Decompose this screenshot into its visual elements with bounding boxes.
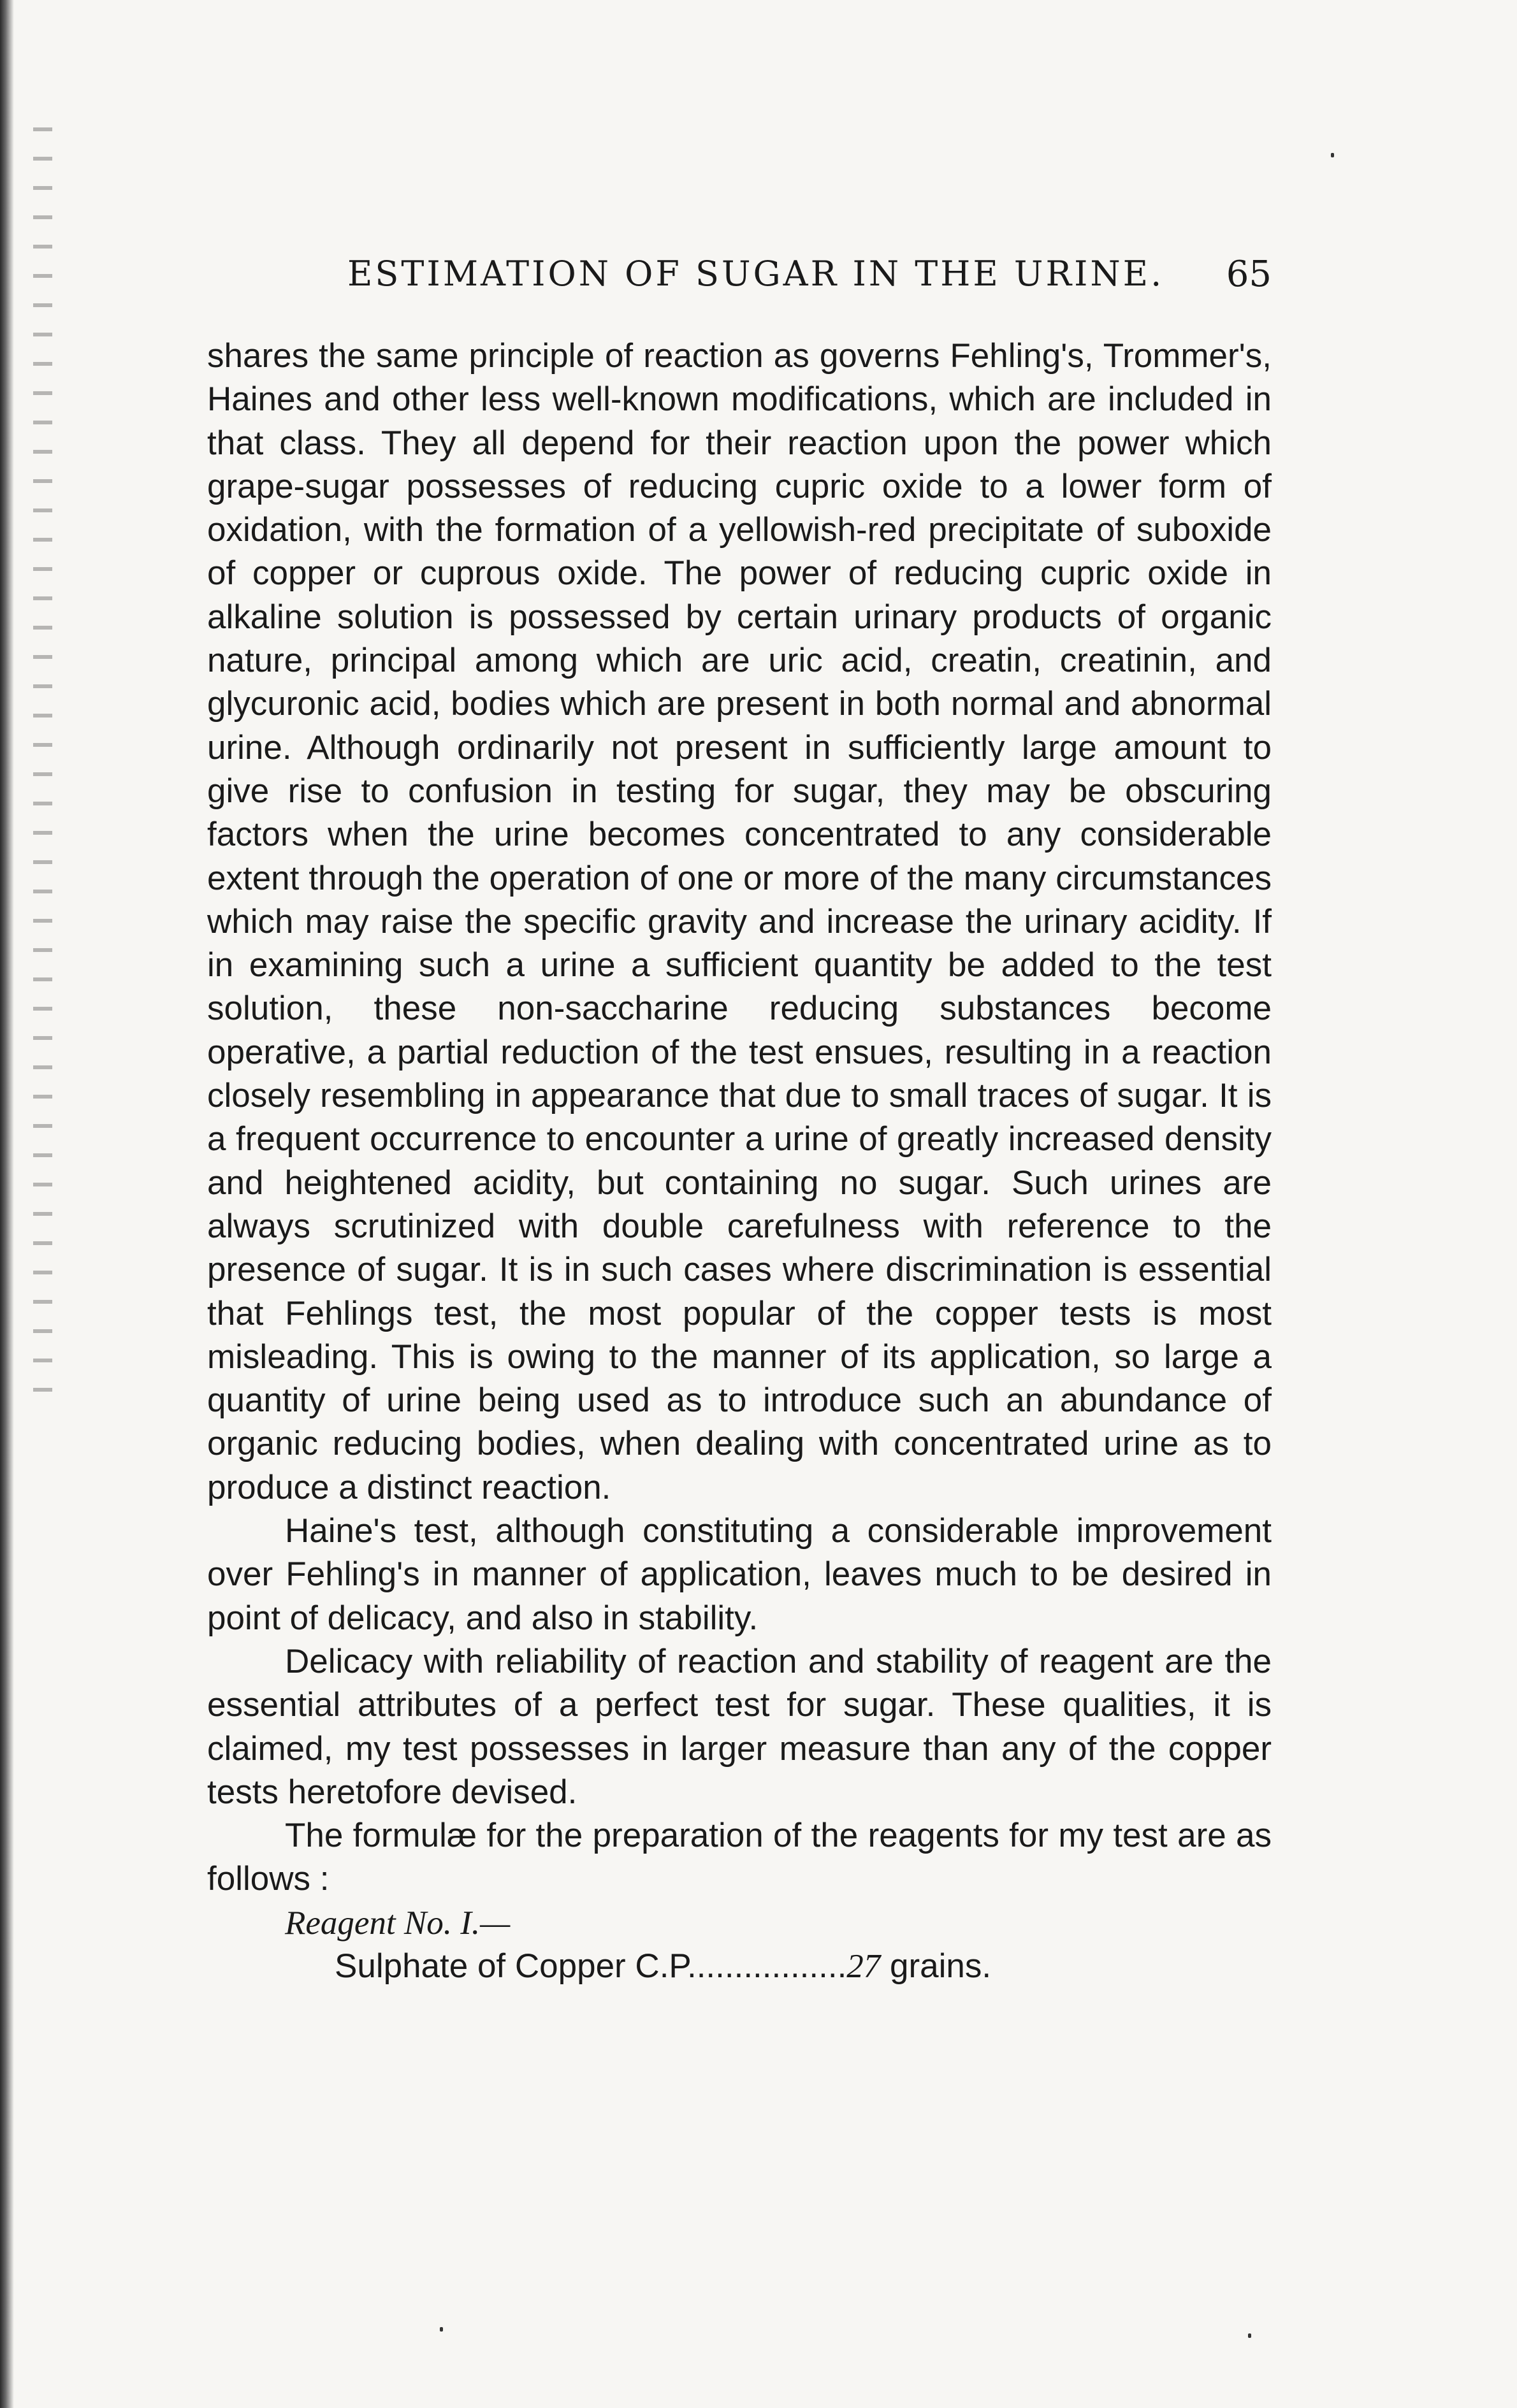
page-body xyxy=(207,335,1272,1988)
paragraph-1: shares the same principle of reaction as governs Fehling's, Trommer's, Haines and other less well-known modifications, which are included in that class. They all depend for their reaction upon the power which grape-sugar possesses of reducing cupric oxide to a lower form of oxidation, with the formation of a yellowish-red precipitate of suboxide of copper or cuprous oxide. The power of reducing cupric oxide in alkaline solution is possessed by certain urinary products of organic nature, principal among which are uric acid, creatin, creatinin, and glycuronic acid, bodies which are present in both normal and abnormal urine. Although ordinarily not present in sufficiently large amount to give rise to confusion in testing for sugar, they may be obscuring factors when the urine becomes concentrated to any considerable extent through the operation of one or more of the many circumstances which may raise the specific gravity and increase the urinary acidity. If in examining such a urine a sufficient quantity be added to the test solution, these non-saccharine reducing substances become operative, a partial reduction of the test ensues, resulting in a reaction closely resembling in appearance that due to small traces of sugar. It is a frequent occurrence to encounter a urine of greatly increased density and heightened acidity, but containing no sugar. Such urines are always scrutinized with double carefulness with reference to the presence of sugar. It is in such cases where discrimination is essential that Fehlings test, the most popular of the copper tests is most misleading. This is owing to the manner of its application, so large a quantity of urine being used as to introduce such an abundance of organic reducing bodies, when dealing with concentrated urine as to produce a distinct reaction. xyxy=(207,337,1272,1506)
formula-ingredient: Sulphate of Copper C.P. xyxy=(335,1947,697,1985)
scan-edge-marks xyxy=(33,127,52,1402)
formula-line xyxy=(335,1945,1272,1988)
page-number: 65 xyxy=(1226,254,1272,295)
paragraph-4: The formulæ for the preparation of the reagents for my test are as follows : xyxy=(207,1817,1272,1898)
paragraph-3: Delicacy with reliability of reaction and stability of reagent are the essential attributes of a perfect test for sugar. These qualities, it is claimed, my test possesses in larger measure than any of the copper tests heretofore devised. xyxy=(207,1642,1272,1811)
scan-speck xyxy=(1331,153,1334,157)
formula-unit: grains. xyxy=(890,1947,992,1985)
formula-quantity: 27 xyxy=(846,1947,881,1985)
formula-leader: ................ xyxy=(696,1947,847,1985)
paragraph-2: Haine's test, although constituting a considerable improvement over Fehling's in manner of application, leaves much to be desired in point of delicacy, and also in stability. xyxy=(207,1512,1272,1637)
running-head: ESTIMATION OF SUGAR IN THE URINE. xyxy=(347,254,1165,294)
reagent-label: Reagent No. I.— xyxy=(285,1904,511,1942)
scan-speck xyxy=(1248,2333,1251,2338)
scan-speck xyxy=(440,2327,443,2332)
page-edge-shadow xyxy=(0,0,14,2408)
page-header xyxy=(347,254,1272,298)
